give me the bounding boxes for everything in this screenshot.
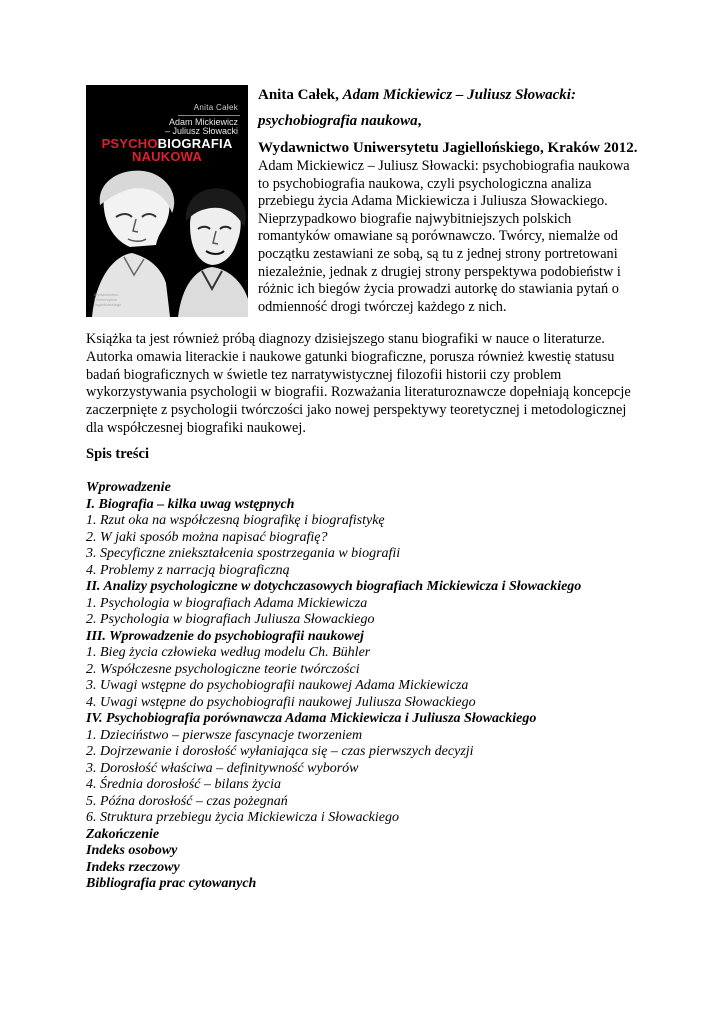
cover-title-line2: – Juliusz Słowacki [164,126,238,136]
toc-item: 2. Psychologia w biografiach Juliusza Słowackiego [86,612,375,627]
toc-section: Bibliografia prac cytowanych [86,876,257,891]
toc-item: 3. Uwagi wstępne do psychobiografii naukowej Adama Mickiewicza [86,678,469,693]
toc-section: I. Biografia – kilka uwag wstępnych [86,496,295,512]
cover-rule [178,115,240,116]
book-publisher-text: Wydawnictwo Uniwersytetu Jagiellońskiego, Kraków 2012. [258,140,638,156]
book-subtitle: psychobiografia naukowa [258,113,418,129]
toc-item: 2. Współczesne psychologiczne teorie twórczości [86,661,360,677]
book-cover-image [86,85,248,317]
toc-item: 4. Średnia dorosłość – bilans życia [86,777,281,792]
toc-item: 4. Problemy z narracją biograficzną [86,562,290,578]
toc-item: 1. Psychologia w biografiach Adama Mickiewicza [86,595,368,611]
book-author: Anita Całek, [258,87,339,103]
cover-publisher: Wydawnictwo Uniwersytetu Jagiellońskiego [94,292,122,307]
cover-title [88,118,238,136]
book-subtitle-line [258,112,421,130]
toc-item: 1. Dzieciństwo – pierwsze fascynacje tworzeniem [86,727,363,743]
toc-heading: Spis treści [86,446,149,462]
toc-item: 2. W jaki sposób można napisać biografię? [86,529,328,545]
cover-series-title [86,137,248,163]
cover-author: Anita Całek [193,103,238,112]
toc-item: 4. Uwagi wstępne do psychobiografii naukowej Juliusza Słowackiego [86,694,476,710]
toc-section: Indeks rzeczowy [86,859,180,875]
toc-section: III. Wprowadzenie do psychobiografii naukowej [86,628,364,644]
toc-item: 3. Specyficzne zniekształcenia spostrzegania w biografii [86,546,401,561]
toc-section: Zakończenie [86,826,160,842]
toc-item: 6. Struktura przebiegu życia Mickiewicza i Słowackiego [86,810,399,825]
toc-item: 3. Dorosłość właściwa – definitywność wyborów [86,760,359,776]
book-author-title [258,86,576,104]
cover-title-line1: Adam Mickiewicz [168,117,238,127]
toc-item: 5. Późna dorosłość – czas pożegnań [86,793,288,809]
toc-section: IV. Psychobiografia porównawcza Adama Mickiewicza i Juliusza Słowackiego [86,711,537,726]
toc-section: II. Analizy psychologiczne w dotychczasowych biografiach Mickiewicza i Słowackiego [86,579,582,594]
toc-item: 1. Bieg życia człowieka według modelu Ch. Bühler [86,645,371,660]
description-paragraph: Książka ta jest również próbą diagnozy dzisiejszego stanu biografiki w nauce o literaturze. Autorka omawia literackie i naukowe gatunki biograficzne, porusza również kwestię statusu badań biograficznych w świetle tez narratywistycznej filozofii historii czy problem wykorzystywania psychologii w biografii. Rozważania literaturoznawcze dopełniają koncepcje zaczerpnięte z psychologii twórczości jako nowej perspektywy teoretycznej i metodologicznej dla współczesnej biografiki naukowej. [86,331,631,436]
toc-section: Wprowadzenie [86,480,171,495]
table-of-contents [86,480,686,893]
intro-paragraph: Adam Mickiewicz – Juliusz Słowacki: psychobiografia naukowa to psychobiografia naukowa, czyli psychologiczna analiza przebiegu życia Adama Mickiewicza i Juliusza Słowackiego. Nieprzypadkowo biografie najwybitniejszych polskich romantyków omawiane są porównawczo. Twórcy, niemalże od początku zestawiani ze sobą, są tu z jednej strony portretowani niezależnie, jednak z drugiej strony perspektywa podobieństw i różnic ich biegów życia prowadzi autorkę do stawiania pytań o odmienność drogi twórczej każdego z nich. [258,158,630,315]
toc-section: Indeks osobowy [86,843,178,858]
book-publisher [258,139,637,157]
book-title: Adam Mickiewicz – Juliusz Słowacki: [342,87,576,103]
cover-series-psycho: PSYCHO [101,136,158,151]
toc-item: 1. Rzut oka na współczesną biografikę i biografistykę [86,513,385,528]
book-subtitle-comma: , [417,113,422,129]
cover-series-naukowa: NAUKOWA [131,149,202,164]
cover-series-biografia: BIOGRAFIA [157,136,233,151]
toc-item: 2. Dojrzewanie i dorosłość wyłaniająca się – czas pierwszych decyzji [86,744,474,759]
